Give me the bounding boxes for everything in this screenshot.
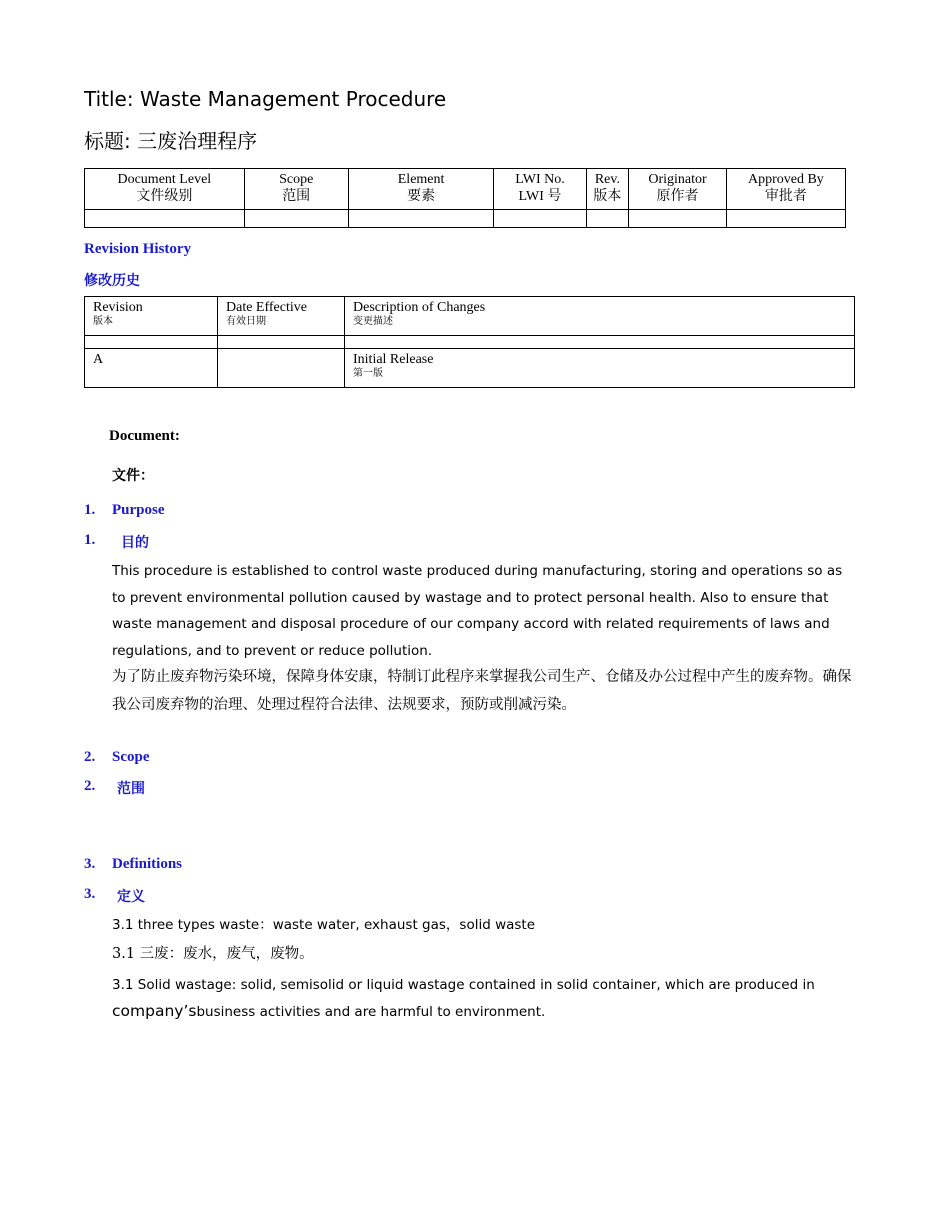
document-label: Document: — [109, 428, 180, 444]
element-value[interactable] — [348, 210, 494, 228]
header-cell-scope: Scope 范围 — [244, 169, 348, 210]
header-row — [85, 169, 846, 210]
revision-history-table — [84, 296, 855, 388]
definition-solid-wastage: 3.1 Solid wastage: solid, semisolid or liquid wastage contained in solid container, which are produced in company’sbusiness activities and are harmful to environment. — [112, 977, 815, 1020]
definitions-heading: Definitions — [112, 856, 183, 872]
revision-col-header: Revision 版本 — [85, 297, 218, 336]
originator-value[interactable] — [629, 210, 726, 228]
purpose-paragraph-zh: 为了防止废弃物污染环境，保障身体安康，特制订此程序来掌握我公司生产、仓储及办公过程中产生的废弃物。确保我公司废弃物的治理、处理过程符合法律、法规要求，预防或削减污染。 — [112, 669, 852, 713]
document-title-zh: 标题: 三废治理程序 — [84, 129, 258, 153]
header-cell-rev: Rev. 版本 — [586, 169, 629, 210]
approved-by-value[interactable] — [726, 210, 845, 228]
lwi-no-value[interactable] — [494, 210, 586, 228]
document-label-zh: 文件： — [112, 468, 154, 484]
rev-value[interactable] — [586, 210, 629, 228]
scope-heading: Scope — [112, 749, 150, 765]
purpose-heading: Purpose — [112, 502, 165, 518]
section-number: 2. — [84, 778, 96, 794]
revision-history-heading: Revision History — [84, 241, 192, 257]
header-cell-lwi-no: LWI No. LWI 号 — [494, 169, 586, 210]
section-number: 1. — [84, 502, 96, 518]
section-number: 2. — [84, 749, 96, 765]
definition-3-1-en: 3.1 three types waste：waste water, exhaust gas，solid waste — [112, 917, 536, 933]
definition-3-1-zh: 3.1 三废：废水，废气，废物。 — [112, 946, 314, 962]
revision-row — [85, 349, 855, 388]
scope-value[interactable] — [244, 210, 348, 228]
section-number: 3. — [84, 886, 96, 902]
revision-empty-row — [85, 336, 855, 349]
description-value: Initial Release 第一版 — [345, 349, 855, 388]
date-effective-col-header: Date Effective 有效日期 — [218, 297, 345, 336]
document-level-value[interactable] — [85, 210, 245, 228]
header-cell-element: Element 要素 — [348, 169, 494, 210]
header-cell-document-level: Document Level 文件级别 — [85, 169, 245, 210]
definitions-heading-zh: 定义 — [117, 889, 145, 905]
document-header-table — [84, 168, 846, 228]
purpose-heading-zh: 目的 — [121, 535, 149, 551]
description-col-header: Description of Changes 变更描述 — [345, 297, 855, 336]
section-number: 3. — [84, 856, 96, 872]
document-title-en: Title: Waste Management Procedure — [84, 87, 447, 111]
purpose-paragraph-en: This procedure is established to control waste produced during manufacturing, storing and operations so as to prevent environmental pollution caused by wastage and to protect personal health. Also to ensure that waste management and disposal procedure of our company accord with related requirements of laws and regulations, and to prevent or reduce pollution. — [112, 563, 843, 659]
revision-header-row — [85, 297, 855, 336]
header-cell-approved-by: Approved By 审批者 — [726, 169, 845, 210]
section-number: 1. — [84, 532, 96, 548]
date-effective-value — [218, 349, 345, 388]
revision-history-heading-zh: 修改历史 — [84, 273, 140, 289]
header-cell-originator: Originator 原作者 — [629, 169, 726, 210]
header-value-row — [85, 210, 846, 228]
revision-value: A — [85, 349, 218, 388]
scope-heading-zh: 范围 — [117, 781, 145, 797]
